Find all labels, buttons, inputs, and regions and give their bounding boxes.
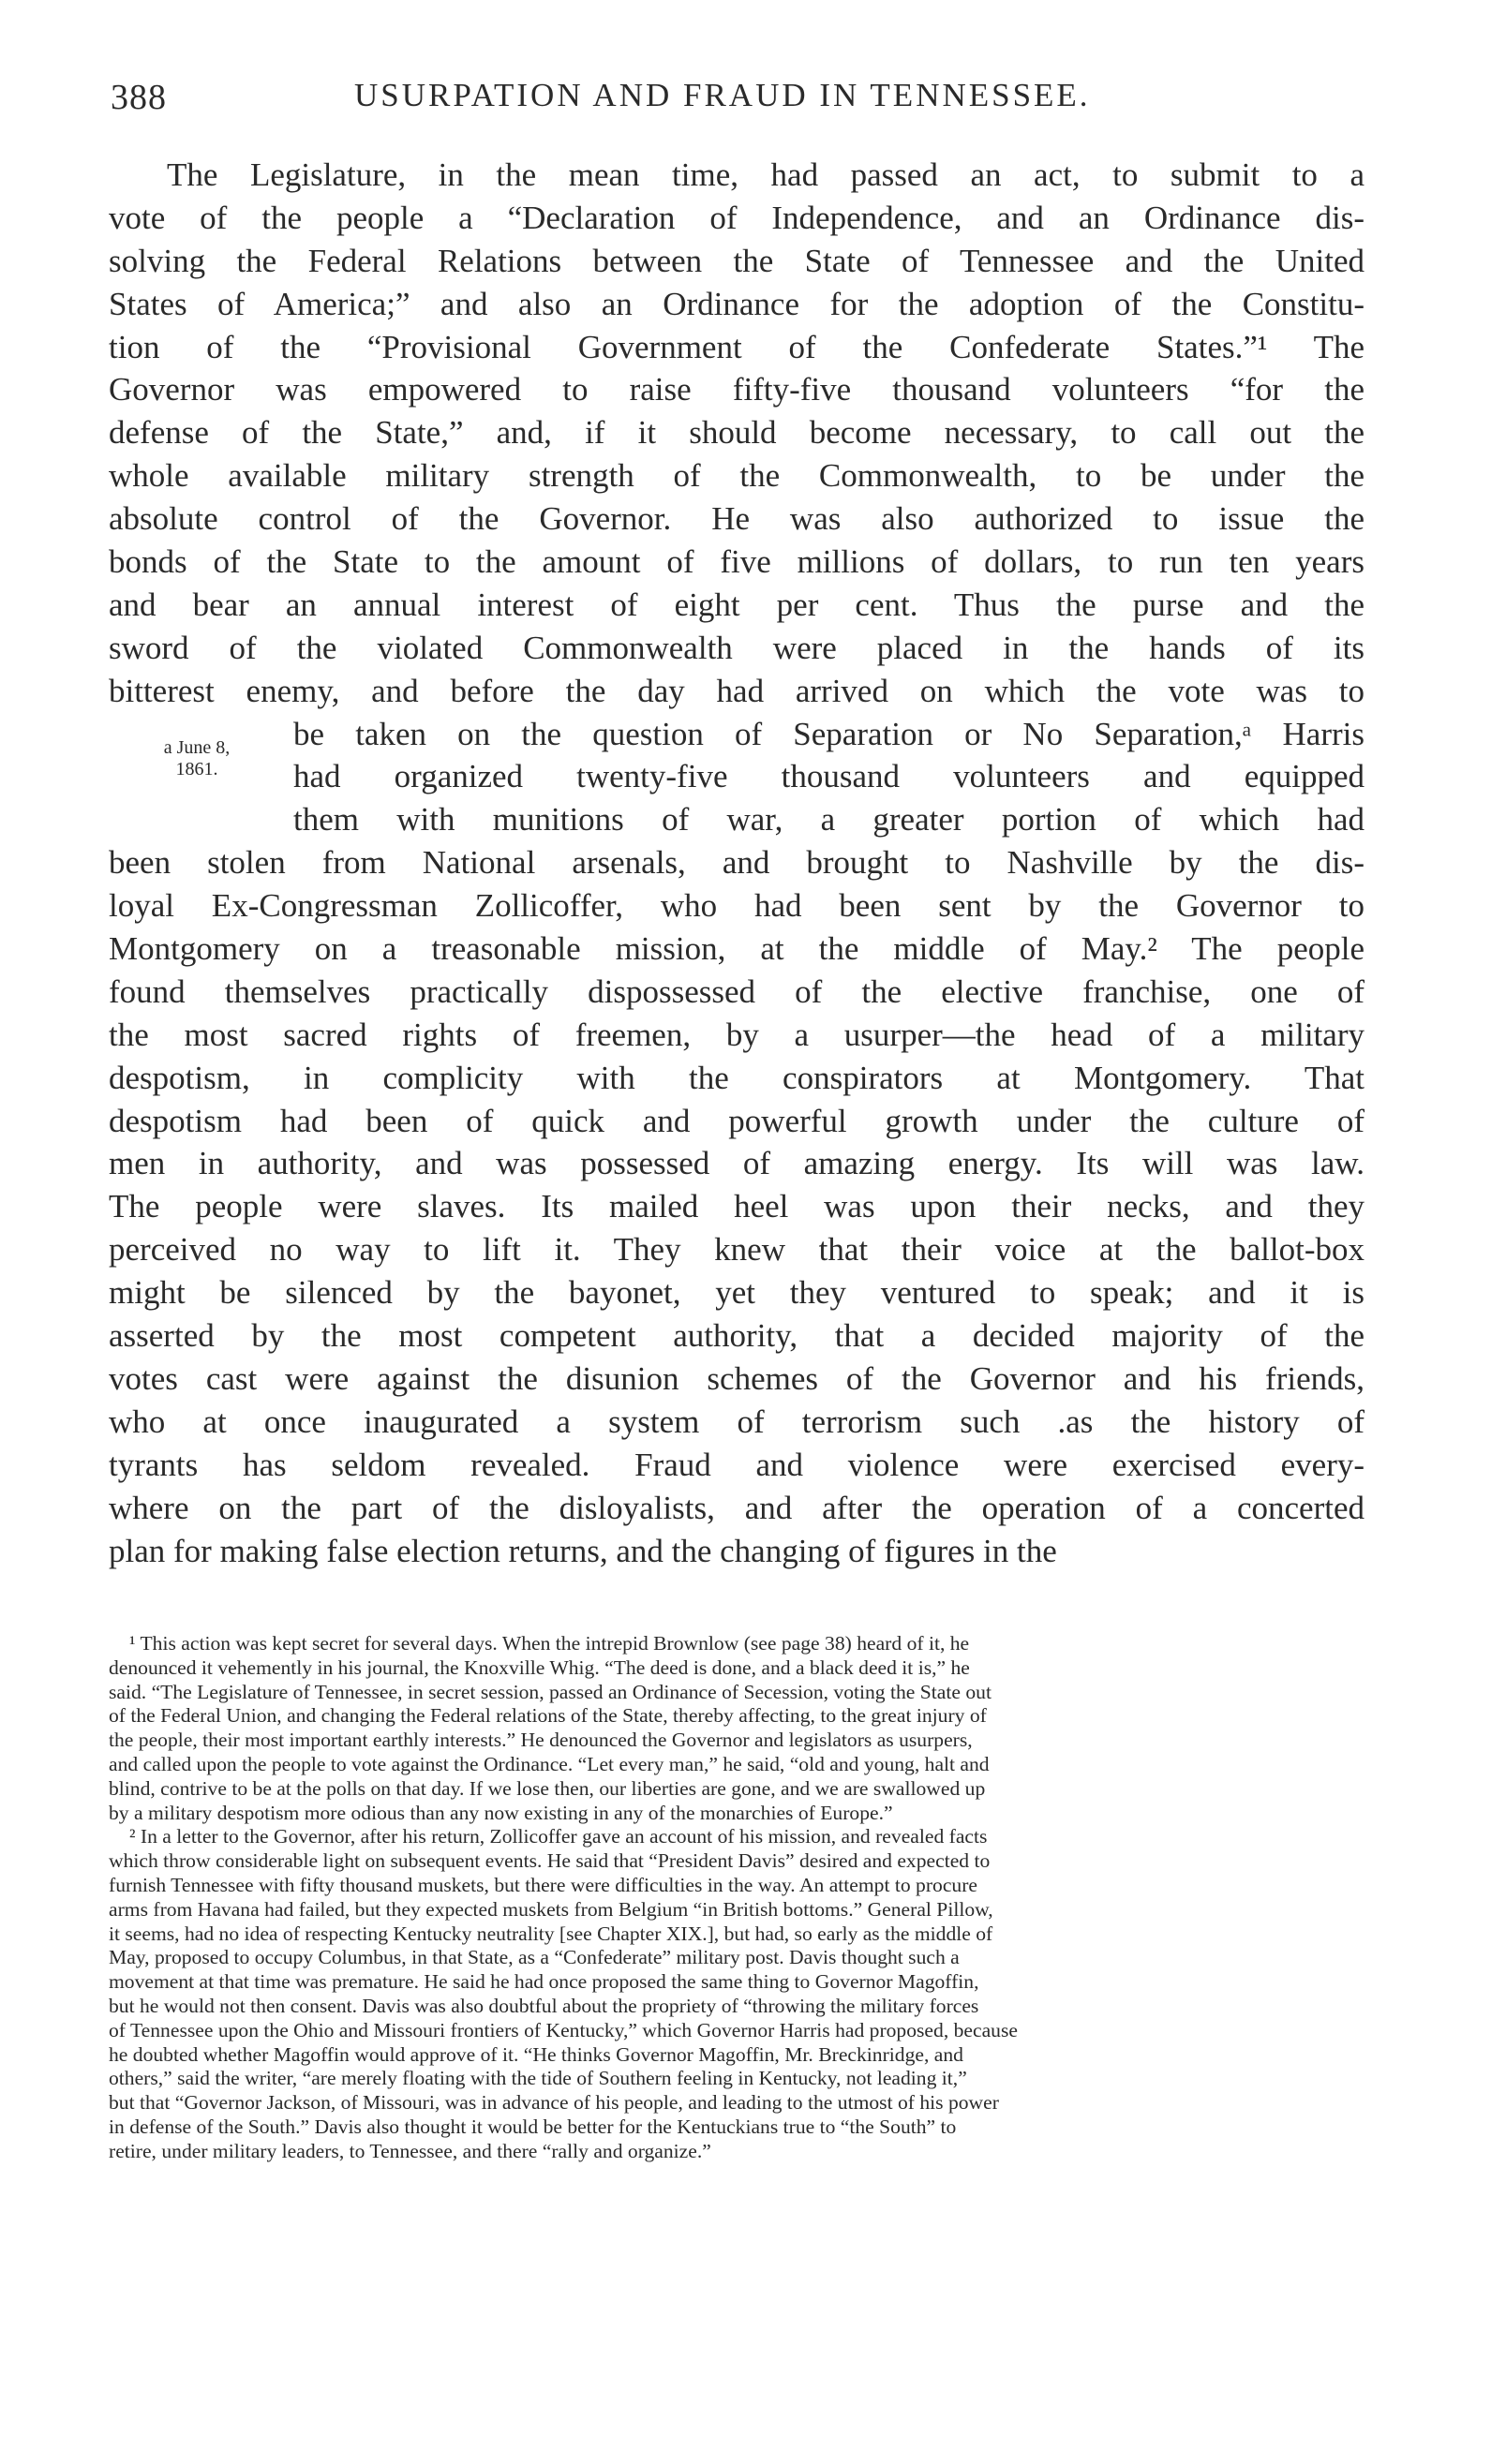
margin-note-line: 1861. [175, 759, 218, 779]
text-line: asserted by the most competent authority, that a decided majority of the [109, 1317, 1364, 1355]
footnote-line: others,” said the writer, “are merely floating with the tide of Southern feeling in Kentucky, not leading it,” [109, 2067, 967, 2090]
footnote-line: by a military despotism more odious than any now existing in any of the monarchies of Europe.” [109, 1801, 893, 1824]
footnote-line: furnish Tennessee with fifty thousand muskets, but there were difficulties in the way. An attempt to procure [109, 1873, 978, 1896]
footnote-line: of the Federal Union, and changing the Federal relations of the State, thereby affecting, to the great injury of [109, 1704, 987, 1728]
text-line: sword of the violated Commonwealth were placed in the hands of its [109, 629, 1364, 666]
footnote-line: May, proposed to occupy Columbus, in that State, as a “Confederate” military post. Davis thought such a [109, 1946, 960, 1969]
text-line: bonds of the State to the amount of five millions of dollars, to run ten years [109, 543, 1364, 581]
footnote-line: ¹ This action was kept secret for several days. When the intrepid Brownlow (see page 38) heard of it, he [129, 1632, 970, 1655]
footnote-line: denounced it vehemently in his journal, the Knoxville Whig. “The deed is done, and a black deed it is,” he [109, 1655, 970, 1679]
margin-note-line: a June 8, [163, 737, 231, 758]
footnote-line: of Tennessee upon the Ohio and Missouri frontiers of Kentucky,” which Governor Harris had proposed, because [109, 2018, 1018, 2041]
text-line: whole available military strength of the Commonwealth, to be under the [109, 457, 1364, 495]
footnote-line: said. “The Legislature of Tennessee, in secret session, passed an Ordinance of Secession, voting the State out [109, 1680, 992, 1703]
text-line: bitterest enemy, and before the day had arrived on which the vote was to [109, 672, 1364, 709]
footnote-line: blind, contrive to be at the polls on that day. If we lose then, our liberties are gone, and we are swallowed up [109, 1776, 986, 1800]
text-line: defense of the State,” and, if it should become necessary, to call out the [109, 414, 1364, 452]
page-header [111, 77, 1404, 124]
text-line: who at once inaugurated a system of terrorism such .as the history of [109, 1403, 1364, 1440]
text-line: perceived no way to lift it. They knew that their voice at the ballot-box [109, 1231, 1364, 1269]
text-line: The Legislature, in the mean time, had passed an act, to submit to a [167, 156, 1364, 193]
footnote-line: but he would not then consent. Davis was also doubtful about the propriety of “throwing the military forces [109, 1994, 979, 2017]
footnote-line: arms from Havana had failed, but they expected muskets from Belgium “in British bottoms.” General Pillow, [109, 1897, 993, 1921]
text-line: tion of the “Provisional Government of the Confederate States.”¹ The [109, 328, 1364, 365]
footnote-line: but that “Governor Jackson, of Missouri, was in advance of his people, and leading to the utmost of his power [109, 2091, 999, 2115]
text-line: The people were slaves. Its mailed heel was upon their necks, and they [109, 1188, 1364, 1225]
text-line: found themselves practically dispossessed of the elective franchise, one of [109, 972, 1364, 1010]
text-line: tyrants has seldom revealed. Fraud and violence were exercised every- [109, 1446, 1364, 1483]
text-line: solving the Federal Relations between the State of Tennessee and the United [109, 242, 1364, 279]
text-line: loyal Ex-Congressman Zollicoffer, who had been sent by the Governor to [109, 887, 1364, 925]
text-line: might be silenced by the bayonet, yet they ventured to speak; and it is [109, 1274, 1364, 1312]
footnote-line: ² In a letter to the Governor, after his return, Zollicoffer gave an account of his mission, and revealed facts [129, 1825, 988, 1848]
footnote-line: and called upon the people to vote against the Ordinance. “Let every man,” he said, “old and young, halt and [109, 1752, 990, 1775]
text-line: plan for making false election returns, and the changing of figures in the [109, 1532, 1057, 1569]
text-line: and bear an annual interest of eight per cent. Thus the purse and the [109, 586, 1364, 623]
text-line: be taken on the question of Separation or No Separation,ᵃ Harris [293, 715, 1364, 752]
footnote-line: which throw considerable light on subsequent events. He said that “President Davis” desired and expected to [109, 1849, 991, 1873]
text-line: vote of the people a “Declaration of Independence, and an Ordinance dis- [109, 199, 1364, 236]
text-line: Montgomery on a treasonable mission, at the middle of May.² The people [109, 930, 1364, 968]
text-line: despotism had been of quick and powerful growth under the culture of [109, 1102, 1364, 1139]
footnote-line: it seems, had no idea of respecting Kentucky neutrality [see Chapter XIX.], but had, so early as the middle of [109, 1922, 993, 1945]
text-line: them with munitions of war, a greater portion of which had [293, 801, 1364, 839]
text-line: where on the part of the disloyalists, and after the operation of a concerted [109, 1489, 1364, 1526]
footnote-line: retire, under military leaders, to Tennessee, and there “rally and organize.” [109, 2139, 711, 2162]
footnotes [109, 1632, 1366, 2164]
footnote-line: in defense of the South.” Davis also thought it would be better for the Kentuckians true to “the South” to [109, 2115, 957, 2138]
text-line: been stolen from National arsenals, and brought to Nashville by the dis- [109, 844, 1364, 882]
text-line: had organized twenty-five thousand volunteers and equipped [293, 758, 1364, 795]
footnote-line: he doubted whether Magoffin would approve of it. “He thinks Governor Magoffin, Mr. Breckinridge, and [109, 2042, 963, 2066]
text-line: the most sacred rights of freemen, by a usurper—the head of a military [109, 1016, 1364, 1053]
text-line: men in authority, and was possessed of amazing energy. Its will was law. [109, 1145, 1364, 1182]
text-line: absolute control of the Governor. He was also authorized to issue the [109, 500, 1364, 538]
text-line: Governor was empowered to raise fifty-five thousand volunteers “for the [109, 371, 1364, 408]
page-number: 388 [111, 78, 167, 117]
text-line: despotism, in complicity with the conspirators at Montgomery. That [109, 1059, 1364, 1096]
footnote-line: the people, their most important earthly interests.” He denounced the Governor and legislators as usurpers, [109, 1729, 973, 1752]
text-line: States of America;” and also an Ordinance for the adoption of the Constitu- [109, 285, 1364, 322]
running-head: USURPATION AND FRAUD IN TENNESSEE. [354, 77, 1091, 113]
main-text [109, 154, 1364, 1572]
footnote-line: movement at that time was premature. He said he had once proposed the same thing to Governor Magoffin, [109, 1970, 979, 1994]
text-line: votes cast were against the disunion schemes of the Governor and his friends, [109, 1359, 1364, 1397]
